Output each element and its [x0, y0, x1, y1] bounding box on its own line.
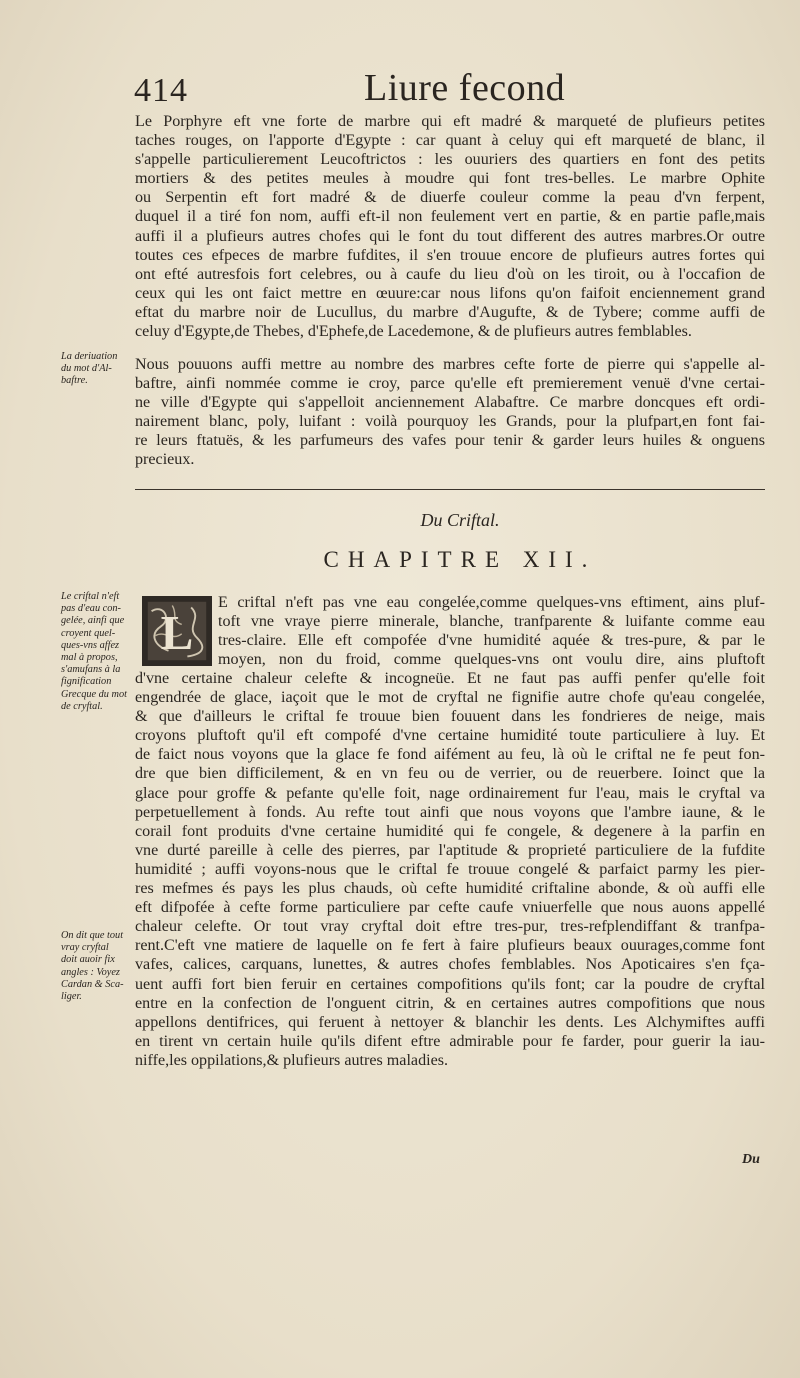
text-line: humidité ; auffi voyons-nous que le criftal fe trouue congelé & parfaict parmy les pier- — [135, 860, 765, 878]
margin-note-line: de cryftal. — [61, 700, 103, 712]
margin-note-line: Cardan & Sca- — [61, 978, 124, 990]
text-line: E criftal n'eft pas vne eau congelée,comme quelques-vns eftiment, ains pluf- — [218, 594, 765, 611]
paragraph-criftal-opening — [218, 593, 765, 669]
text-line: ou Serpentin eft fort madré & de diuerfe couleur comme la peau d'vn ferpent, — [135, 189, 765, 207]
margin-note-line: vray cryftal — [61, 942, 109, 954]
text-line: perpetuellement à fonds. Au refte tout ainfi que nous voyons que l'ambre iaune, & le — [135, 803, 765, 821]
chapter-title: CHAPITRE XII. — [323, 547, 597, 572]
margin-note-line: liger. — [61, 991, 82, 1003]
text-line: auffi il a plufieurs autres chofes qui le font du tout different des autres marbres.Or outre — [135, 227, 765, 245]
text-line: duquel il a tiré fon nom, auffi eft-il non feulement vert en partie, & en partie pafle,mais — [135, 208, 765, 226]
section-subtitle: Du Criftal. — [420, 510, 500, 530]
margin-note-line: s'amufans à la — [61, 664, 121, 676]
text-line: toft vne vraye pierre minerale, blanche, tranfparente & luifante comme eau — [218, 613, 765, 631]
text-line: chaleur celefte. Or tout vray cryftal doit eftre tres-pur, tres-refplendiffant & tranfpa- — [135, 918, 765, 936]
text-line: rent.C'eft vne matiere de laquelle on fe fert à faire plufieurs beaux ouurages,comme font — [135, 937, 765, 955]
margin-note-line: pas d'eau con- — [61, 603, 121, 615]
margin-note-line: angles : Voyez — [61, 966, 120, 978]
text-line: Le Porphyre eft vne forte de marbre qui eft madré & marqueté de plufieurs petites — [135, 113, 765, 130]
text-line: s'appelle particulierement Leucoftrictos : les ouuriers des quartiers en font des petits — [135, 151, 765, 169]
text-line: precieux. — [135, 451, 195, 469]
text-line: appellons dentifrices, qui feruent à nettoyer & blanchir les dents. Les Alchymiftes auffi — [135, 1013, 765, 1031]
text-line: ceux qui les ont faict mettre en œuure:car nous lifons qu'on faifoit enciennement grand — [135, 284, 765, 302]
catchword: Du — [742, 1152, 760, 1167]
text-line: nairement blanc, poly, luifant : voilà pourquoy les Grands, pour la plufpart,en font fai- — [135, 413, 765, 431]
text-line: niffe,les oppilations,& plufieurs autres maladies. — [135, 1051, 449, 1069]
text-line: ont efté autresfois fort celebres, ou à caufe du lieu d'où on les tiroit, ou à l'occafion de — [135, 265, 765, 283]
text-line: & que d'ailleurs le criftal fe trouue bien fouuent dans les fondrieres de neige, mais — [135, 708, 765, 726]
text-line: moyen, non du froid, comme quelques-vns ont voulu dire, ains pluftoft — [218, 651, 765, 669]
running-title: Liure fecond — [364, 67, 566, 109]
text-line: taches rouges, on l'apporte d'Egypte : car quant à celuy qui eft marqueté de blanc, il — [135, 132, 765, 150]
text-line: eftat du marbre noir de Lucullus, du marbre d'Augufte, & de Tybere; comme auffi de — [135, 303, 765, 321]
text-line: corail font produits d'vne certaine humidité qui fe congele, & degenere à la parfin en — [135, 822, 765, 840]
drop-cap-initial — [142, 596, 212, 666]
text-line: engendrée de glace, iaçoit que le mot de cryftal ne fignifie autre chofe qu'eau congelée, — [135, 689, 765, 707]
text-line: res mefmes és pays les plus chauds, où cefte humidité criftaline abonde, & où auffi elle — [135, 880, 765, 898]
drop-cap-letter: L — [160, 604, 194, 660]
text-line: d'vne certaine chaleur celefte & incogneüe. Et ne faut pas auffi penfer qu'elle foit — [135, 670, 765, 687]
text-line: eft difpofée à cefte forme particuliere par cefte caufe vniuerfelle que nous auons appellé — [135, 899, 765, 917]
text-line: vne durté pareille à celle des pierres, par l'aptitude & proprieté particuliere de la fufdite — [135, 841, 765, 859]
text-line: toutes ces efpeces de marbre fufdites, il s'en trouue encore de plufieurs autres fortes qui — [135, 246, 765, 264]
margin-note-line: La deriuation — [61, 351, 118, 362]
text-line: re leurs ftatuës, & les parfumeurs des vafes pour tenir & garder leurs huiles & onguens — [135, 432, 765, 450]
text-line: glace pour groffe & pefante qu'elle foit, nage ordinairement fur l'eau, mais le cryftal va — [135, 784, 765, 802]
margin-note-line: croyent quel- — [61, 627, 116, 639]
margin-note-line: gelée, ainfi que — [61, 615, 125, 627]
margin-note-albastre — [61, 351, 131, 388]
paragraph-criftal — [135, 669, 765, 1070]
margin-note-line: Le criftal n'eft — [61, 591, 120, 602]
text-line: mortiers & des petites meules à moudre qui font tres-belles. Le marbre Ophite — [135, 170, 765, 188]
margin-note-line: doit auoir fix — [61, 954, 115, 966]
paragraph-porphyre — [135, 112, 765, 341]
paragraph-albastre — [135, 355, 765, 470]
margin-note-line: fignification — [61, 676, 112, 688]
margin-note-line: On dit que tout — [61, 930, 124, 941]
margin-note-angles — [61, 930, 131, 1003]
text-line: uent auffi fort bien feruir en certaines compofitions qu'ils font; car la poudre de cryftal — [135, 975, 765, 993]
page-number: 414 — [134, 72, 188, 109]
text-line: vafes, calices, carquans, lunettes, & autres chofes femblables. Nos Apoticaires s'en fça- — [135, 956, 765, 974]
margin-note-criftal — [61, 591, 131, 713]
text-line: tres-claire. Elle eft compofée d'vne humidité aquée & tres-pure, & par le — [218, 632, 765, 650]
text-line: celuy d'Egypte,de Thebes, d'Ephefe,de Lacedemone, & de plufieurs autres femblables. — [135, 323, 692, 341]
text-line: baftre, ainfi nommée comme ie croy, parce qu'elle eft premierement venuë d'vne certai- — [135, 375, 765, 393]
text-line: croyons pluftoft qu'il eft compofé d'vne certaine humidité toute particuliere à luy. Et — [135, 727, 765, 745]
margin-note-line: Grecque du mot — [61, 688, 127, 700]
text-line: de faict nous voyons que la glace fe fond aifément au feu, là où le criftal ne fe peut fon- — [135, 746, 765, 764]
text-line: Nous pouuons auffi mettre au nombre des marbres cefte forte de pierre qui s'appelle al- — [135, 356, 765, 373]
drop-cap-ornament-icon — [144, 598, 210, 664]
margin-note-line: ques-vns affez — [61, 639, 120, 651]
text-line: ne ville d'Egypte qui s'appelloit anciennement Alabaftre. Ce marbre doncques eft ordi- — [135, 394, 765, 412]
margin-note-line: du mot d'Al- — [61, 363, 112, 375]
margin-note-line: mal à propos, — [61, 652, 118, 664]
text-line: dre que bien difficilement, & en vn feu ou de verrier, ou de reuerbere. Ioinct que la — [135, 765, 765, 783]
text-line: entre en la confection de l'onguent citrin, & en certaines autres compofitions que nous — [135, 994, 765, 1012]
margin-note-line: baftre. — [61, 375, 88, 387]
section-divider — [135, 489, 765, 490]
text-line: en tirent vn certain huile qu'ils difent eftre admirable pour fe farder, pour guerir la iau- — [135, 1032, 765, 1050]
